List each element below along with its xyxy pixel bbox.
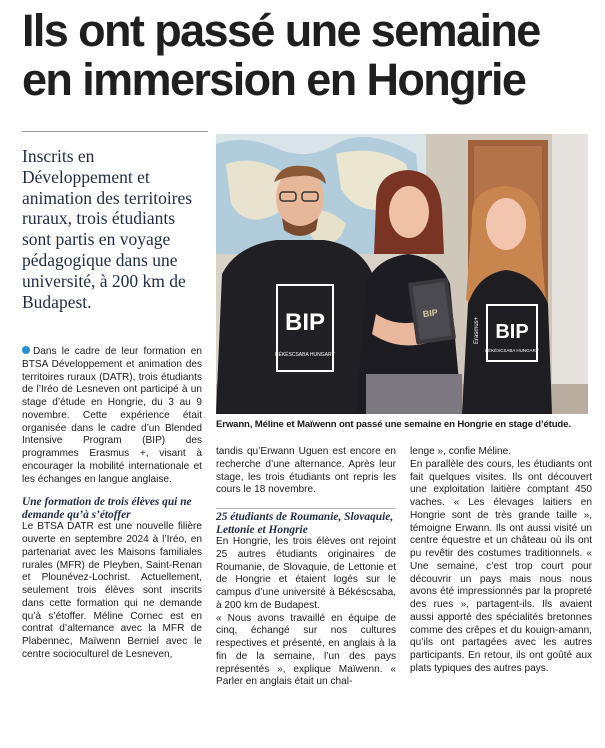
paragraph-filiere: Le BTSA DATR est une nouvelle filière ouverte en septembre 2024 à l’Iréo, en partenariat avec les Maisons familiales rurales (MFR) de Pleyben, Saint-Renan et Plounévez-Lochrist. Actuellement, seulement trois élèves sont inscrits dans cette formation qui ne demande qu’à s’étoffer. Méline Cornec est en contrat d’alternance avec la MFR de Plabennec, Maïwenn Berniel avec le centre socioculturel de Lesneven, [22, 521, 202, 660]
headline: Ils ont passé une semaine en immersion en Hongrie [22, 5, 540, 105]
shirt-text-right: BIP [495, 321, 529, 343]
paragraph-alternance: tandis qu’Erwann Uguen est encore en recherche d’une alternance. Après leur stage, les trois étudiants ont repris les cours le 18 novembre. [216, 446, 396, 496]
bullet-icon [22, 346, 30, 354]
intro-paragraph: Dans le cadre de leur formation en BTSA Développement et animation des territoires ruraux (DATR), trois étudiants de l’Iréo de Lesneven ont participé à un stage d’étude en Hongrie, du 3 au 9 novembre. Cette expérience était organisée dans le cadre d’un Blended Intensive Program (BIP) des programmes Erasmus +, visant à encourager la mobilité internationale et les échanges en langue anglaise. [22, 346, 202, 485]
shirt-text-left: BIP [284, 309, 326, 336]
top-rule [22, 131, 208, 132]
paragraph-visites: En parallèle des cours, les étudiants ont fait quelques visites. Ils ont découvert une exploitation laitière comptant 450 vaches. « Les élevages laitiers en Hongrie sont de très grande taille », témoigne Erwann. Ils ont aussi visité un centre équestre et un château où ils ont pu revêtir des costumes traditionnels. « Une semaine, c’est trop court pour découvrir un pays mais nous nous avons été impressionnés par la propreté des rues », partagent-ils. Ils avaient aussi apporté des spécialités bretonnes comme des crêpes et du kouign-amann, qu’ils ont partagées avec les autres participants. En retour, ils ont goûté aux plats typiques des autres pays. [410, 458, 592, 674]
shirt-sub-left: BÉKÉSCSABA HUNGARY [275, 352, 335, 358]
paragraph-campus: En Hongrie, les trois élèves ont rejoint 25 autres étudiants originaires de Roumanie, de Slovaquie, de Lettonie et de Hongrie et étaient logés sur le campus d’une université à Békéscsaba, à 200 km de Budapest. [216, 536, 396, 611]
photo-caption: Erwann, Méline et Maïwenn ont passé une semaine en Hongrie en stage d’étude. [216, 419, 571, 430]
notebook-label: BIP [422, 307, 439, 320]
column-2 [216, 446, 396, 689]
subhead-etudiants: 25 étudiants de Roumanie, Slovaquie, Lettonie et Hongrie [216, 508, 396, 536]
article-photo [216, 134, 588, 414]
column-1 [22, 346, 202, 662]
subhead-formation: Une formation de trois élèves qui ne demande qu’à s’étoffer [22, 496, 192, 521]
shirt-sub-right: BÉKÉSCSABA HUNGARY [485, 348, 539, 353]
column-3 [410, 446, 592, 676]
chapeau: Inscrits en Développement et animation des territoires ruraux, trois étudiants sont partis en voyage pédagogique dans une université, à 200 km de Budapest. [22, 146, 193, 312]
paragraph-quote: « Nous avons travaillé en équipe de cinq, échangé sur nos cultures respectives et présenté, en anglais à la fin de la semaine, l’un des pays représentés », explique Maïwenn. « Parler en anglais était un chal- [216, 612, 396, 688]
shirt-brand: Erasmus+ [474, 316, 480, 344]
paragraph-challenge: lenge », confie Méline. [410, 446, 512, 457]
